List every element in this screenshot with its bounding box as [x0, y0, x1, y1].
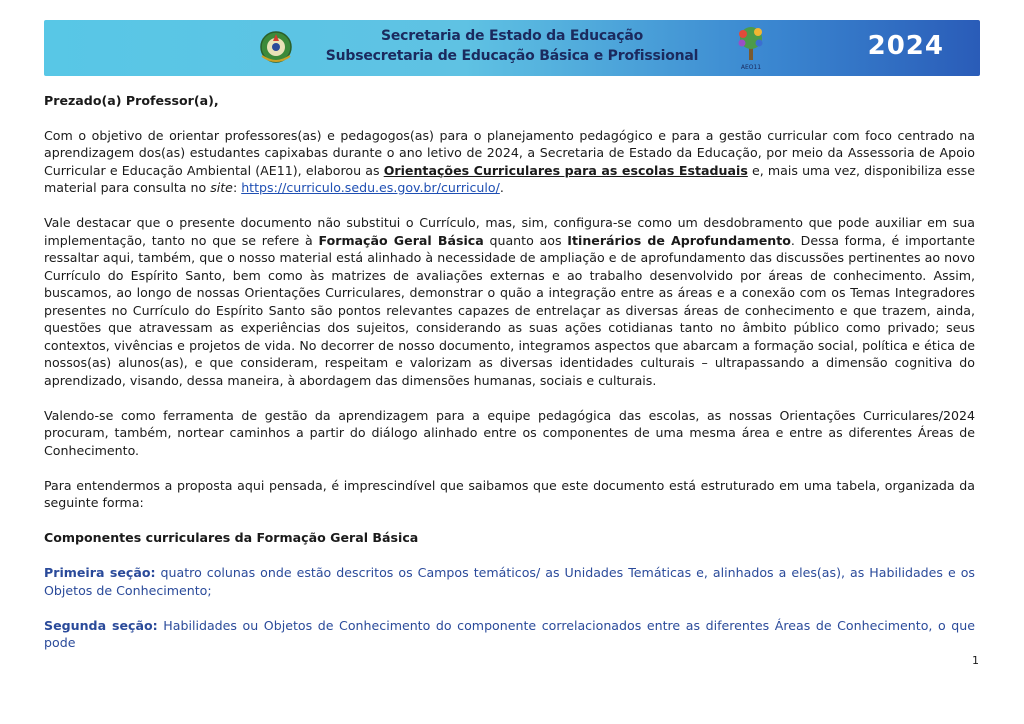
itinerarios-aprofundamento: Itinerários de Aprofundamento: [567, 232, 791, 248]
intro-text-1: Com o objetivo de orientar professores(as) e pedagogos(as) para o planejamento pedagógico e para a gestão curricular com foco centrado na aprendizagem dos(as) estudantes capixabas durante o ano letivo de 2024, a Secretaria de Estado da Educação, por meio da Assessoria de Apoio Curricular e Educação Ambiental (AE11), elaborou as: [44, 127, 975, 178]
ae11-logo-icon: [729, 24, 773, 72]
formacao-geral-basica: Formação Geral Básica: [318, 232, 484, 248]
fourth-paragraph: Para entendermos a proposta aqui pensada, é imprescindível que saibamos que este documento está estruturado em uma tabela, organizada da seguinte forma:: [44, 477, 975, 510]
header-title-line1: Secretaria de Estado da Educação: [381, 28, 643, 44]
intro-text-4: .: [499, 180, 504, 195]
document-body: [44, 92, 975, 652]
p2-text-1: Vale destacar que o presente documento não substitui o Currículo, mas, sim, configura-se como um desdobramento que pode auxiliar em sua implementação, tanto no que se refere à: [44, 215, 975, 248]
site-word: site: [210, 180, 233, 195]
greeting: Prezado(a) Professor(a),: [44, 93, 219, 108]
first-section-item: [44, 564, 975, 599]
intro-paragraph: [44, 127, 975, 197]
second-section-item: [44, 617, 975, 652]
curriculo-link[interactable]: https://curriculo.sedu.es.gov.br/curriculo/: [241, 180, 500, 195]
ae11-logo-text: AEO11: [740, 64, 762, 71]
header-year: 2024: [867, 31, 944, 61]
second-section-text: Habilidades ou Objetos de Conhecimento do componente correlacionados entre as diferentes Áreas de Conhecimento, o que pode: [44, 617, 975, 650]
orientacoes-title: Orientações Curriculares para as escolas Estaduais: [383, 162, 748, 178]
p2-text-3: . Dessa forma, é importante ressaltar aqui, também, que o nosso material está alinhado à necessidade de ampliação e de aprofundamento das discussões pertinentes ao novo Currículo do Espírito Santo, bem como às matrizes de avaliações externas e ao trabalho desenvolvido por áreas de conhecimento. Assim, buscamos, ao longo de nossas Orientações Curriculares, demonstrar o quão a integração entre as áreas e a conexão com os Temas Integradores presentes no Currículo do Espírito Santo são pontos relevantes capazes de entrelaçar as diversas áreas de conhecimento e que trazem, ainda, questões que atravessam as experiências dos sujeitos, considerando as suas ações cotidianas tanto no âmbito público como privado; seus contextos, vivências e projetos de vida. No decorrer de nosso documento, integramos aspectos que abarcam a formação social, política e ética de nossos(as) alunos(as), e que consideram, respeitam e valorizam as diversas identidades culturais – ultrapassando a dimensão cognitiva do aprendizado, visando, dessa maneira, à abordagem das dimensões humanas, sociais e culturais.: [44, 232, 975, 388]
intro-text-3: :: [232, 180, 242, 195]
third-paragraph: Valendo-se como ferramenta de gestão da aprendizagem para a equipe pedagógica das escolas, as nossas Orientações Curriculares/2024 procuram, também, nortear caminhos a partir do diálogo alinhado entre os componentes de uma mesma área e entre as diferentes Áreas de Conhecimento.: [44, 407, 975, 458]
header-banner: [44, 20, 980, 76]
first-section-text: quatro colunas onde estão descritos os Campos temáticos/ as Unidades Temáticas e, alinhados a eles(as), as Habilidades e os Objetos de Conhecimento;: [44, 565, 975, 598]
p2-text-2: quanto aos: [483, 232, 568, 248]
header-title-line2: Subsecretaria de Educação Básica e Profissional: [325, 48, 699, 64]
intro-text-2: e, mais uma vez, disponibiliza esse material para consulta no: [44, 162, 975, 195]
second-section-label: Segunda seção:: [44, 617, 158, 633]
second-paragraph: [44, 214, 975, 389]
first-section-label: Primeira seção:: [44, 565, 156, 580]
section-heading: Componentes curriculares da Formação Geral Básica: [44, 530, 419, 545]
page-number: 1: [972, 654, 979, 667]
